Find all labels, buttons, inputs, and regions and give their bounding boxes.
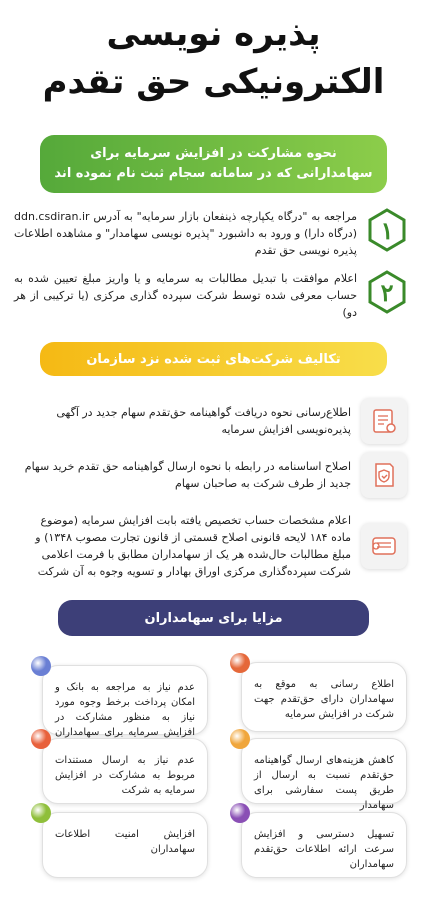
title-line-2: الکترونیکی حق تقدم [42,62,385,102]
step-2-number: ۲ [380,277,394,307]
certificate-icon [361,398,407,444]
step-2 [14,270,407,321]
duty-item-1-text: اطلاع‌رسانی نحوه دریافت گواهینامه حق‌تقدم سهام جدید در آگهی پذیره‌نویسی افزایش سرمایه [56,406,351,436]
step-1-hexagon-icon [367,208,407,252]
benefit-card-3-text: کاهش هزینه‌های ارسال گواهینامه حق‌تقدم نسبت به ارسال از طریق پست سفارشی برای سهامدار [254,755,394,811]
participation-banner-line-1: نحوه مشارکت در افزایش سرمایه برای [90,146,337,161]
benefit-card-6 [42,812,208,878]
benefit-card-2-text: عدم نیاز به مراجعه به بانک و امکان پرداخت برخط وجوه مورد نیاز به منظور مشارکت در افزایش سرمایه برای سهامداران [55,682,195,738]
benefit-card-5-dot [230,803,250,823]
participation-banner [40,135,387,193]
scroll-icon [361,523,407,569]
benefit-card-4-dot [31,729,51,749]
duty-item-3 [24,512,407,580]
benefit-card-6-text: افزایش امنیت اطلاعات سهامداران [55,829,195,855]
benefit-card-4 [42,738,208,804]
benefit-card-2 [42,665,208,738]
duty-item-2 [24,452,407,498]
step-1-number: ۱ [380,215,394,245]
benefit-card-6-dot [31,803,51,823]
document-shield-icon [361,452,407,498]
step-1 [14,208,407,259]
benefit-card-3 [241,738,407,811]
benefit-card-4-text: عدم نیاز به ارسال مستندات مربوط به مشارکت در افزایش سرمایه به شرکت [55,755,195,796]
title-line-1: پذیره نویسی [106,14,321,54]
step-2-text: اعلام موافقت با تبدیل مطالبات به سرمایه و یا واریز مبلغ تعیین شده به حساب معرفی شده توسط شرکت سپرده گذاری مرکزی (یا ترکیبی از هر دو) [14,272,357,319]
benefit-card-1-text: اطلاع رسانی به موقع به سهامداران دارای حق‌تقدم جهت شرکت در افزایش سرمایه [254,679,394,720]
benefits-banner-label: مزایا برای سهامداران [144,610,283,626]
benefit-card-3-dot [230,729,250,749]
duties-banner-label: تکالیف شرکت‌های ثبت شده نزد سازمان [86,351,341,367]
benefit-card-2-dot [31,656,51,676]
benefit-card-5-text: تسهیل دسترسی و افزایش سرعت ارائه اطلاعات حق‌تقدم سهامداران [254,829,394,870]
step-2-hexagon-icon [367,270,407,314]
duty-item-2-text: اصلاح اساسنامه در رابطه با نحوه ارسال گواهینامه حق تقدم خرید سهام جدید از طرف شرکت به صاحبان سهام [24,460,351,490]
step-1-text: مراجعه به "درگاه یکپارچه ذینفعان بازار سرمایه" به آدرس ddn.csdiran.ir (درگاه دارا) و ورود به داشبورد "پذیره نویسی سهامدار" و مشاهده اطلاعات پذیره نویسی حق تقدم [14,210,357,257]
benefits-banner [58,600,369,636]
duties-banner [40,342,387,376]
benefit-card-1-dot [230,653,250,673]
duty-item-1 [24,398,407,444]
benefit-card-5 [241,812,407,878]
duty-item-3-text: اعلام مشخصات حساب تخصیص یافته بابت افزایش سرمایه (موضوع ماده ۱۸۴ لایحه قانونی اصلاح قسمتی از قانون تجارت مصوب ۱۳۴۸) و مبلغ مطالبات حال‌شده هر یک از سهامداران مطابق با فرمت اعلامی شرکت سپرده‌گذاری مرکزی اوراق بهادار و تسویه وجوه به آن شرکت [35,514,351,578]
page-title [20,10,407,106]
benefit-card-1 [241,662,407,732]
participation-banner-line-2: سهامدارانی که در سامانه سجام ثبت نام نموده اند [54,166,373,181]
